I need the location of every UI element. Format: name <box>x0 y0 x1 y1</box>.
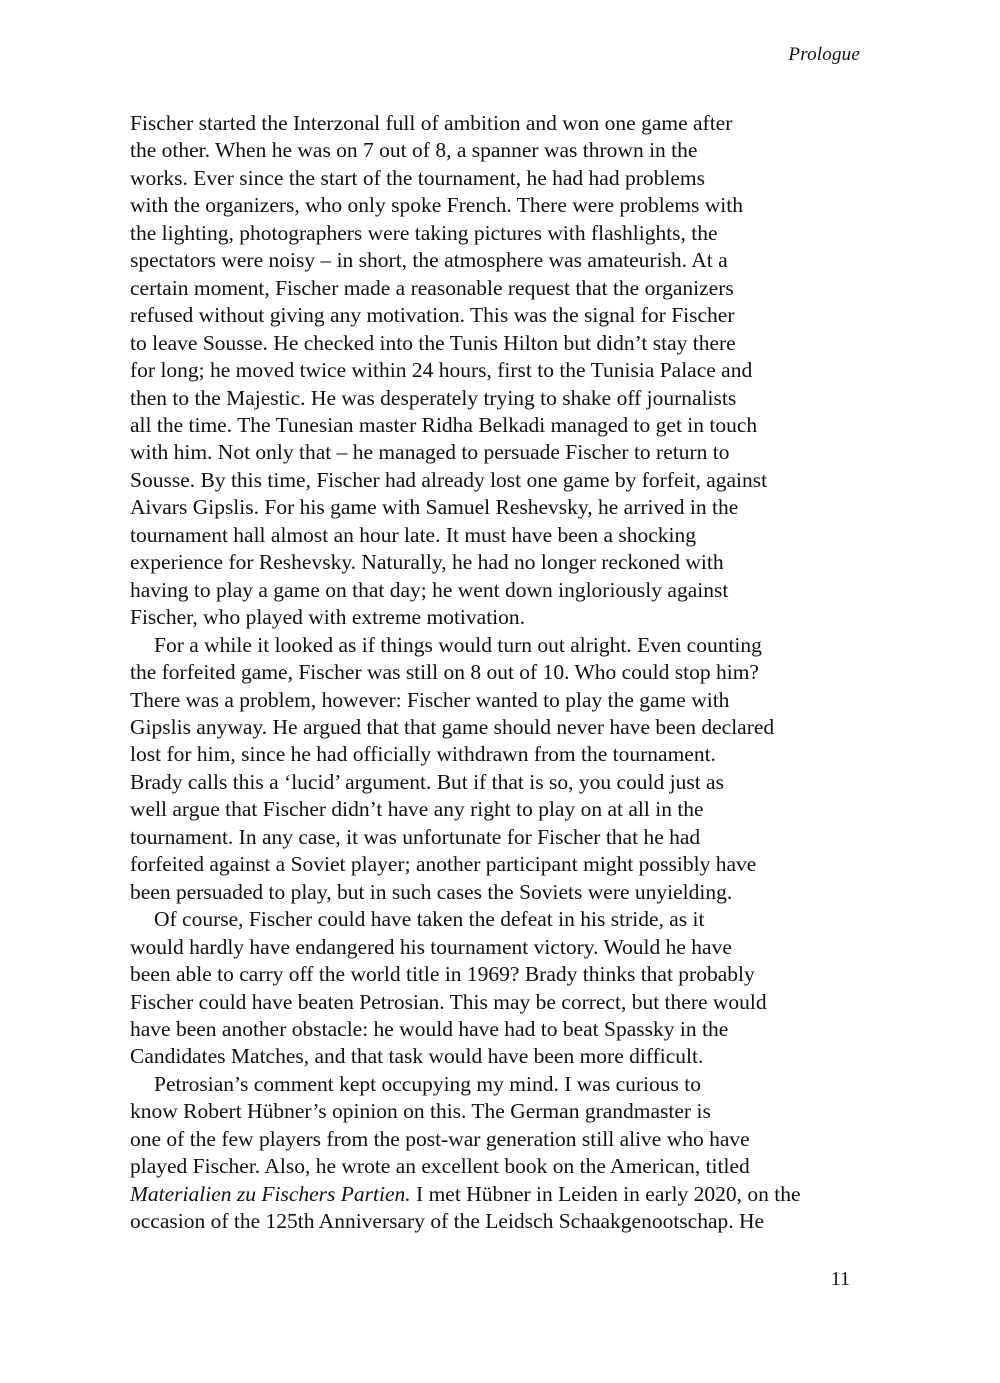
text-line: the lighting, photographers were taking pictures with flashlights, the <box>130 220 718 245</box>
text-line-rest: I met Hübner in Leiden in early 2020, on the <box>410 1181 801 1206</box>
text-line: for long; he moved twice within 24 hours, first to the Tunisia Palace and <box>130 358 753 383</box>
text-line: lost for him, since he had officially withdrawn from the tournament. <box>130 742 716 767</box>
text-line: been able to carry off the world title in 1969? Brady thinks that probably <box>130 962 755 987</box>
text-line: certain moment, Fischer made a reasonable request that the organizers <box>130 275 734 300</box>
text-line <box>130 1181 870 1208</box>
page-number: 11 <box>830 1268 850 1290</box>
text-line: Fischer started the Interzonal full of ambition and won one game after <box>130 111 733 135</box>
text-line: having to play a game on that day; he went down ingloriously against <box>130 577 729 602</box>
text-line: works. Ever since the start of the tournament, he had had problems <box>130 165 705 190</box>
text-line: to leave Sousse. He checked into the Tunis Hilton but didn’t stay there <box>130 330 736 355</box>
text-line: occasion of the 125th Anniversary of the Leidsch Schaakgenootschap. He <box>130 1209 765 1234</box>
text-line: spectators were noisy – in short, the atmosphere was amateurish. At a <box>130 248 728 273</box>
text-line: Petrosian’s comment kept occupying my mind. I was curious to <box>154 1071 701 1096</box>
text-line: For a while it looked as if things would turn out alright. Even counting <box>154 632 762 657</box>
text-line: Gipslis anyway. He argued that that game should never have been declared <box>130 714 775 739</box>
text-line: have been another obstacle: he would have had to beat Spassky in the <box>130 1016 729 1041</box>
text-line: Fischer could have beaten Petrosian. This may be correct, but there would <box>130 989 767 1014</box>
text-line: Aivars Gipslis. For his game with Samuel Reshevsky, he arrived in the <box>130 495 739 520</box>
book-title: Materialien zu Fischers Partien. <box>130 1181 411 1206</box>
text-line: refused without giving any motivation. This was the signal for Fischer <box>130 303 735 328</box>
text-line: Brady calls this a ‘lucid’ argument. But if that is so, you could just as <box>130 769 724 794</box>
text-line: There was a problem, however: Fischer wanted to play the game with <box>130 687 730 712</box>
text-line: well argue that Fischer didn’t have any right to play on at all in the <box>130 797 704 822</box>
text-line: would hardly have endangered his tournament victory. Would he have <box>130 934 732 959</box>
running-head: Prologue <box>788 44 860 65</box>
text-line: the other. When he was on 7 out of 8, a spanner was thrown in the <box>130 138 698 163</box>
text-line: tournament. In any case, it was unfortunate for Fischer that he had <box>130 824 701 849</box>
text-line: forfeited against a Soviet player; another participant might possibly have <box>130 852 757 877</box>
text-line: Sousse. By this time, Fischer had already lost one game by forfeit, against <box>130 467 768 492</box>
text-line: experience for Reshevsky. Naturally, he had no longer reckoned with <box>130 550 724 575</box>
text-line: the forfeited game, Fischer was still on 8 out of 10. Who could stop him? <box>130 660 759 685</box>
text-line: with the organizers, who only spoke French. There were problems with <box>130 193 744 218</box>
text-line: been persuaded to play, but in such cases the Soviets were unyielding. <box>130 879 733 904</box>
text-line: Fischer, who played with extreme motivation. <box>130 605 526 630</box>
text-line: Candidates Matches, and that task would have been more difficult. <box>130 1044 704 1069</box>
text-line: played Fischer. Also, he wrote an excellent book on the American, titled <box>130 1154 750 1179</box>
body-text <box>130 110 870 1236</box>
text-line: one of the few players from the post-war generation still alive who have <box>130 1126 750 1151</box>
text-line: with him. Not only that – he managed to persuade Fischer to return to <box>130 440 730 465</box>
text-line: all the time. The Tunesian master Ridha Belkadi managed to get in touch <box>130 412 758 437</box>
text-line: then to the Majestic. He was desperately trying to shake off journalists <box>130 385 737 410</box>
text-line: tournament hall almost an hour late. It must have been a shocking <box>130 522 697 547</box>
text-line: know Robert Hübner’s opinion on this. The German grandmaster is <box>130 1099 711 1124</box>
text-line: Of course, Fischer could have taken the defeat in his stride, as it <box>154 907 705 932</box>
